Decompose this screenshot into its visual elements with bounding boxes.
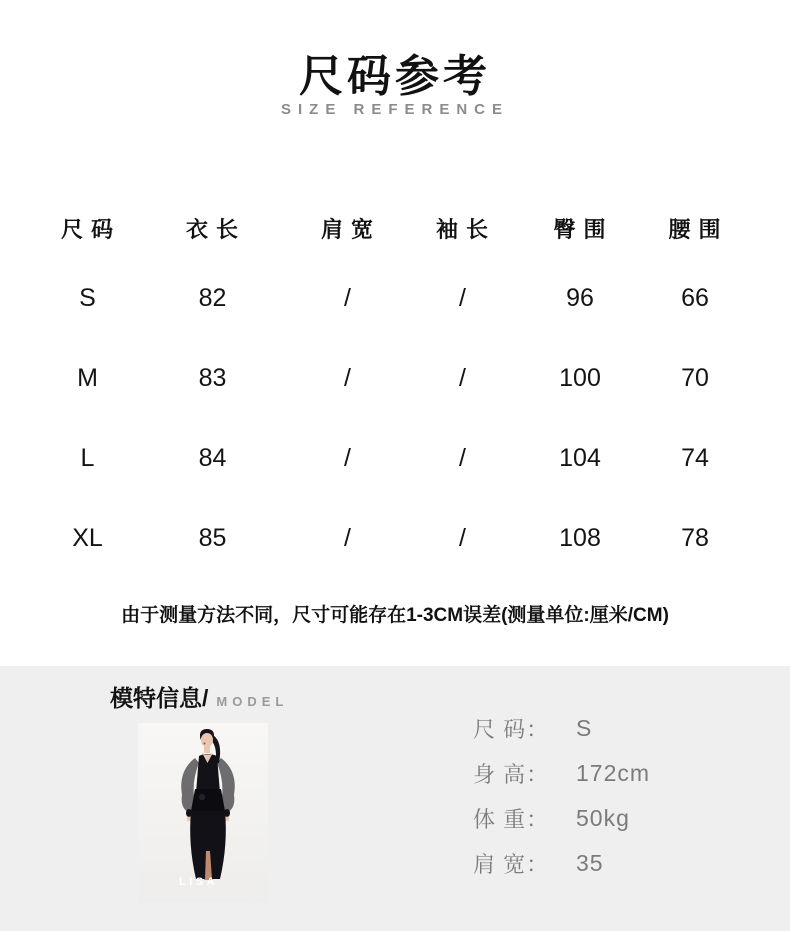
info-label: 肩 宽： <box>473 852 550 877</box>
cell-shoulder: / <box>344 443 351 472</box>
info-row-height <box>473 751 650 796</box>
model-info-section <box>0 666 790 931</box>
photo-watermark-text: LISA <box>179 876 219 888</box>
cell-sleeve: / <box>459 363 466 392</box>
cell-sleeve: / <box>459 283 466 312</box>
model-photo-illustration <box>138 723 268 903</box>
info-value: S <box>576 715 593 741</box>
col-header-waist: 腰 围 <box>668 216 722 242</box>
cell-hip: 100 <box>559 363 601 392</box>
cell-waist: 66 <box>681 283 709 312</box>
col-header-length: 衣 长 <box>185 216 240 242</box>
info-label: 身 高： <box>473 762 550 787</box>
cell-shoulder: / <box>344 523 351 552</box>
model-heading <box>110 680 288 713</box>
cell-hip: 108 <box>559 523 601 552</box>
size-table-header-row <box>40 198 750 258</box>
col-header-shoulder: 肩 宽 <box>320 216 375 242</box>
cell-size: S <box>79 283 96 312</box>
model-photo <box>138 723 268 903</box>
info-label: 体 重： <box>473 807 550 832</box>
table-row-xl <box>40 498 750 578</box>
model-heading-en: MODEL <box>216 694 289 709</box>
model-info-list <box>473 706 650 886</box>
table-row-m <box>40 338 750 418</box>
cell-size: L <box>80 443 95 472</box>
cell-length: 82 <box>198 283 227 312</box>
col-header-hip: 臀 围 <box>553 216 607 242</box>
cell-shoulder: / <box>344 283 351 312</box>
cell-hip: 104 <box>559 443 601 472</box>
info-value: 50kg <box>576 805 630 831</box>
cell-waist: 70 <box>681 363 709 392</box>
info-value: 172cm <box>576 760 651 786</box>
cell-size: XL <box>72 523 103 552</box>
info-label: 尺 码： <box>473 717 550 742</box>
page-subtitle: SIZE REFERENCE <box>280 101 510 118</box>
table-row-s <box>40 258 750 338</box>
cell-waist: 78 <box>681 523 709 552</box>
cell-length: 83 <box>198 363 227 392</box>
cell-sleeve: / <box>459 523 466 552</box>
cell-shoulder: / <box>344 363 351 392</box>
measurement-note: 由于测量方法不同，尺寸可能存在1-3CM误差(测量单位:厘米/CM) <box>121 605 669 626</box>
cell-sleeve: / <box>459 443 466 472</box>
col-header-sleeve: 袖 长 <box>435 216 490 242</box>
info-row-weight <box>473 796 650 841</box>
col-header-size: 尺 码 <box>60 216 115 242</box>
page-title: 尺码参考 <box>299 52 491 101</box>
size-table <box>40 198 750 578</box>
cell-length: 85 <box>198 523 227 552</box>
cell-length: 84 <box>198 443 227 472</box>
table-row-l <box>40 418 750 498</box>
cell-size: M <box>77 363 98 392</box>
info-value: 35 <box>576 850 604 876</box>
model-heading-cn: 模特信息/ <box>110 685 209 711</box>
info-row-size <box>473 706 650 751</box>
info-row-shoulder <box>473 841 650 886</box>
cell-waist: 74 <box>681 443 709 472</box>
cell-hip: 96 <box>566 283 594 312</box>
